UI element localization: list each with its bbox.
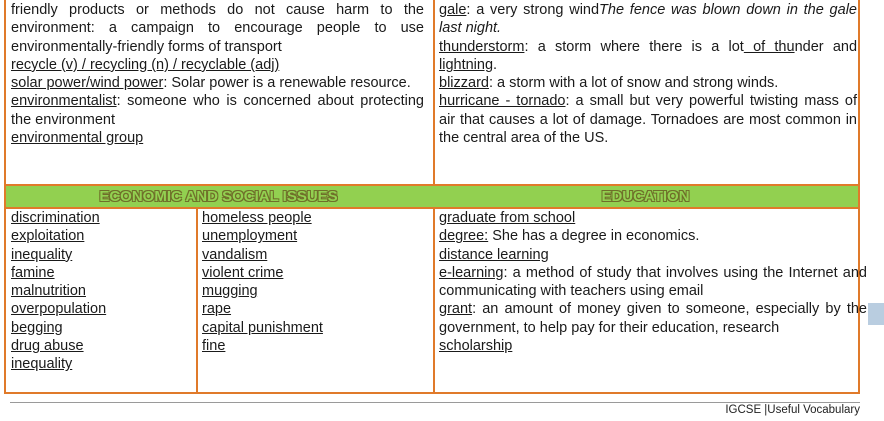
degree-term: degree:	[439, 228, 489, 245]
list-item: fine	[202, 338, 226, 355]
recycle-term: recycle (v) / recycling (n) / recyclable (adj)	[11, 56, 280, 73]
environment-friendly-definition: friendly products or methods do not cause harm to the environment: a campaign to encourage people to use environmentally-friendly forms of transport	[11, 2, 424, 55]
footer-rule	[10, 402, 860, 403]
graduate-term: graduate from school	[439, 210, 576, 226]
lightning-term: lightning	[439, 56, 494, 73]
environmental-group-term: environmental group	[11, 130, 144, 147]
economic-social-issues-header: ECONOMIC AND SOCIAL ISSUES	[99, 188, 338, 205]
grant-term: grant	[439, 301, 473, 318]
list-item: discrimination	[11, 210, 100, 226]
list-item: overpopulation	[11, 301, 107, 318]
education-header: EDUCATION	[601, 188, 690, 205]
weather-cell	[439, 1, 857, 147]
blizzard-term: blizzard	[439, 75, 489, 92]
thunderstorm-term: thunderstorm	[439, 38, 525, 55]
economic-list-col2	[202, 209, 323, 355]
economic-list-col1	[11, 209, 106, 374]
list-item: inequality	[11, 246, 73, 263]
gale-example: The fence was blown down in the gale last night.	[439, 2, 857, 37]
list-item: capital punishment	[202, 319, 323, 336]
list-item: homeless people	[202, 210, 312, 226]
thunderstorm-definition: : a storm where there is a lot	[524, 38, 744, 55]
list-item: drug abuse	[11, 338, 84, 355]
hurricane-term: hurricane - tornado	[439, 93, 566, 110]
list-item: inequality	[11, 356, 73, 373]
list-item: famine	[11, 264, 55, 281]
hurricane-definition: : a small but very powerful twisting mass of air that causes a lot of damage. Tornadoes are most common in the central area of the US.	[439, 93, 857, 147]
e-learning-definition: : a method of study that involves using the Internet and communicating with teachers using email	[439, 264, 867, 300]
list-item: rape	[202, 301, 232, 318]
list-item: vandalism	[202, 246, 268, 263]
list-item: violent crime	[202, 264, 284, 281]
gale-definition: : a very strong wind	[466, 2, 600, 18]
distance-learning-term: distance learning	[439, 246, 549, 263]
environment-cell	[11, 1, 424, 147]
thunderstorm-definition-end: nder and	[794, 38, 858, 55]
list-item: exploitation	[11, 228, 85, 245]
scholarship-term: scholarship	[439, 338, 513, 355]
thunderstorm-definition-underlined: of thu	[743, 38, 795, 55]
lightning-tail: .	[493, 56, 498, 73]
page-footer: IGCSE |Useful Vocabulary	[725, 404, 860, 416]
table-divider-econ	[196, 208, 198, 392]
degree-definition: She has a degree in economics.	[488, 228, 700, 245]
e-learning-term: e-learning	[439, 264, 504, 281]
list-item: mugging	[202, 283, 258, 300]
side-tab	[868, 303, 884, 325]
list-item: malnutrition	[11, 283, 86, 300]
environmentalist-term: environmentalist	[11, 93, 117, 110]
blizzard-definition: : a storm with a lot of snow and strong winds.	[488, 75, 779, 92]
list-item: unemployment	[202, 228, 298, 245]
grant-definition: : an amount of money given to someone, especially by the government, to help pay for their education, research	[439, 301, 867, 336]
solar-power-definition: : Solar power is a renewable resource.	[163, 75, 411, 92]
list-item: begging	[11, 319, 63, 336]
environmentalist-definition: : someone who is concerned about protecting the environment	[11, 93, 424, 128]
education-cell	[439, 209, 867, 355]
solar-power-term: solar power/wind power	[11, 75, 164, 92]
gale-term: gale	[439, 2, 467, 18]
